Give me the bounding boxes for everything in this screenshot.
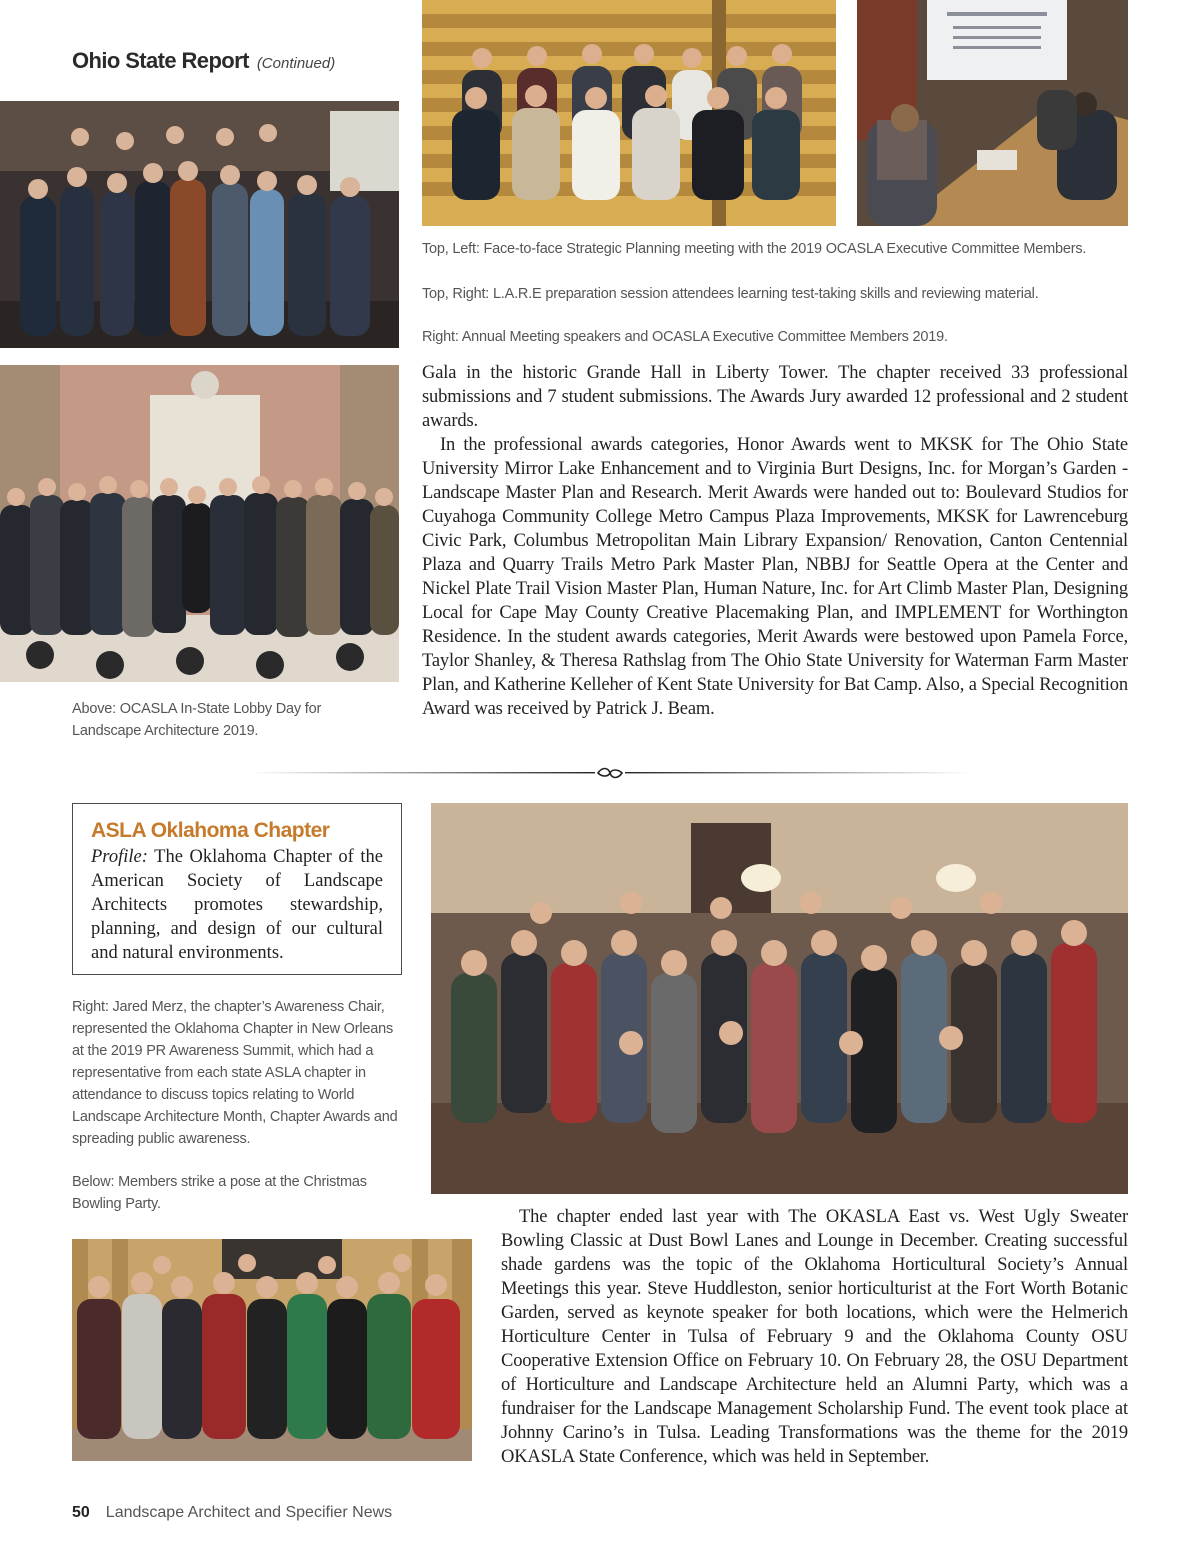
section-title: Ohio State Report — [72, 48, 249, 73]
ohio-paragraph-2: In the professional awards categories, Honor Awards went to MKSK for The Ohio State University Mirror Lake Enhancement and to Virginia Burt Designs, Inc. for Morgan’s Garden - Landscape Master Plan and Research. Merit Awards were handed out to: Boulevard Studios for Cuyahoga Community College Metro Campus Plaza Improvements, MKSK for Lawrenceburg Civic Park, Columbus Metropolitan Main Library Expansion/ Renovation, Canton Centennial Plaza and Quarry Trails Metro Park Master Plan, NBBJ for Seattle Opera at the Center and Nickel Plate Trail Vision Master Plan, Human Nature, Inc. for Art Climb Master Plan, Designing Local for Cape May County Creative Placemaking Plan, and IMPLEMENT for Worthington Residence. In the student awards categories, Merit Awards were bestowed upon Pamela Force, Taylor Shanley, & Theresa Rathslag from The Ohio State University for Waterman Farm Master Plan, and Katherine Kelleher of Kent State University for Bat Camp. Also, a Special Recognition Award was received by Patrick J. Beam. — [422, 435, 1128, 719]
ohio-paragraph-1: Gala in the historic Grande Hall in Liberty Tower. The chapter received 33 professional submissions and 7 student submissions. The Awards Jury awarded 12 professional and 2 student awards. — [422, 363, 1128, 431]
publication-name: Landscape Architect and Specifier News — [105, 1504, 393, 1521]
profile-label: Profile: — [91, 847, 148, 867]
section-divider — [250, 766, 970, 780]
caption-jared-merz: Right: Jared Merz, the chapter’s Awareness Chair, represented the Oklahoma Chapter in New Orleans at the 2019 PR Awareness Summit, which had a representative from each state ASLA chapter in attendance to discuss topics relating to World Landscape Architecture Month, Chapter Awards and spreading public awareness. — [72, 999, 398, 1147]
caption-bowling-party: Below: Members strike a pose at the Christmas Bowling Party. — [72, 1174, 367, 1212]
photo-strategic-planning — [422, 0, 836, 226]
photo-bowling-party — [72, 1239, 472, 1461]
photo-annual-meeting — [0, 101, 399, 348]
caption-top-left: Top, Left: Face-to-face Strategic Planning meeting with the 2019 OCASLA Executive Committee Members. — [422, 241, 1087, 257]
caption-lobby-day: Above: OCASLA In-State Lobby Day for Landscape Architecture 2019. — [72, 701, 322, 739]
profile-text: The Oklahoma Chapter of the American Society of Landscape Architects promotes stewardship, planning, and design of our cultural and natural environments. — [91, 847, 383, 963]
ohio-article-text — [422, 361, 1128, 721]
photo-lare-session — [857, 0, 1128, 226]
oklahoma-article-text — [501, 1205, 1128, 1469]
oklahoma-paragraph-1: The chapter ended last year with The OKASLA East vs. West Ugly Sweater Bowling Classic at Dust Bowl Lanes and Lounge in December. Creating successful shade gardens was the topic of the Oklahoma Horticultural Society’s Annual Meetings this year. Steve Huddleston, senior horticulturist at the Fort Worth Botanic Garden, served as keynote speaker for both locations, which were the Helmerich Horticulture Center in Tulsa of February 9 and the Oklahoma County OSU Cooperative Extension Office on February 10. On February 28, the OSU Department of Horticulture and Landscape Architecture held an Alumni Party, which was a fundraiser for the Landscape Management Scholarship Fund. The event took place at Johnny Carino’s in Tulsa. Leading Transformations was the theme for the 2019 OKASLA State Conference, which was held in September. — [501, 1207, 1128, 1467]
page-footer — [72, 1504, 392, 1522]
caption-right: Right: Annual Meeting speakers and OCASLA Executive Committee Members 2019. — [422, 329, 948, 345]
page-number: 50 — [72, 1504, 90, 1521]
oklahoma-heading: ASLA Oklahoma Chapter — [91, 819, 330, 842]
photo-pr-summit — [431, 803, 1128, 1194]
oklahoma-profile — [91, 845, 383, 965]
photo-lobby-day — [0, 365, 399, 682]
oklahoma-profile-box — [72, 803, 402, 975]
continued-label: (Continued) — [256, 55, 336, 72]
report-title — [72, 48, 392, 74]
caption-top-right: Top, Right: L.A.R.E preparation session attendees learning test-taking skills and reviewing material. — [422, 286, 1039, 302]
